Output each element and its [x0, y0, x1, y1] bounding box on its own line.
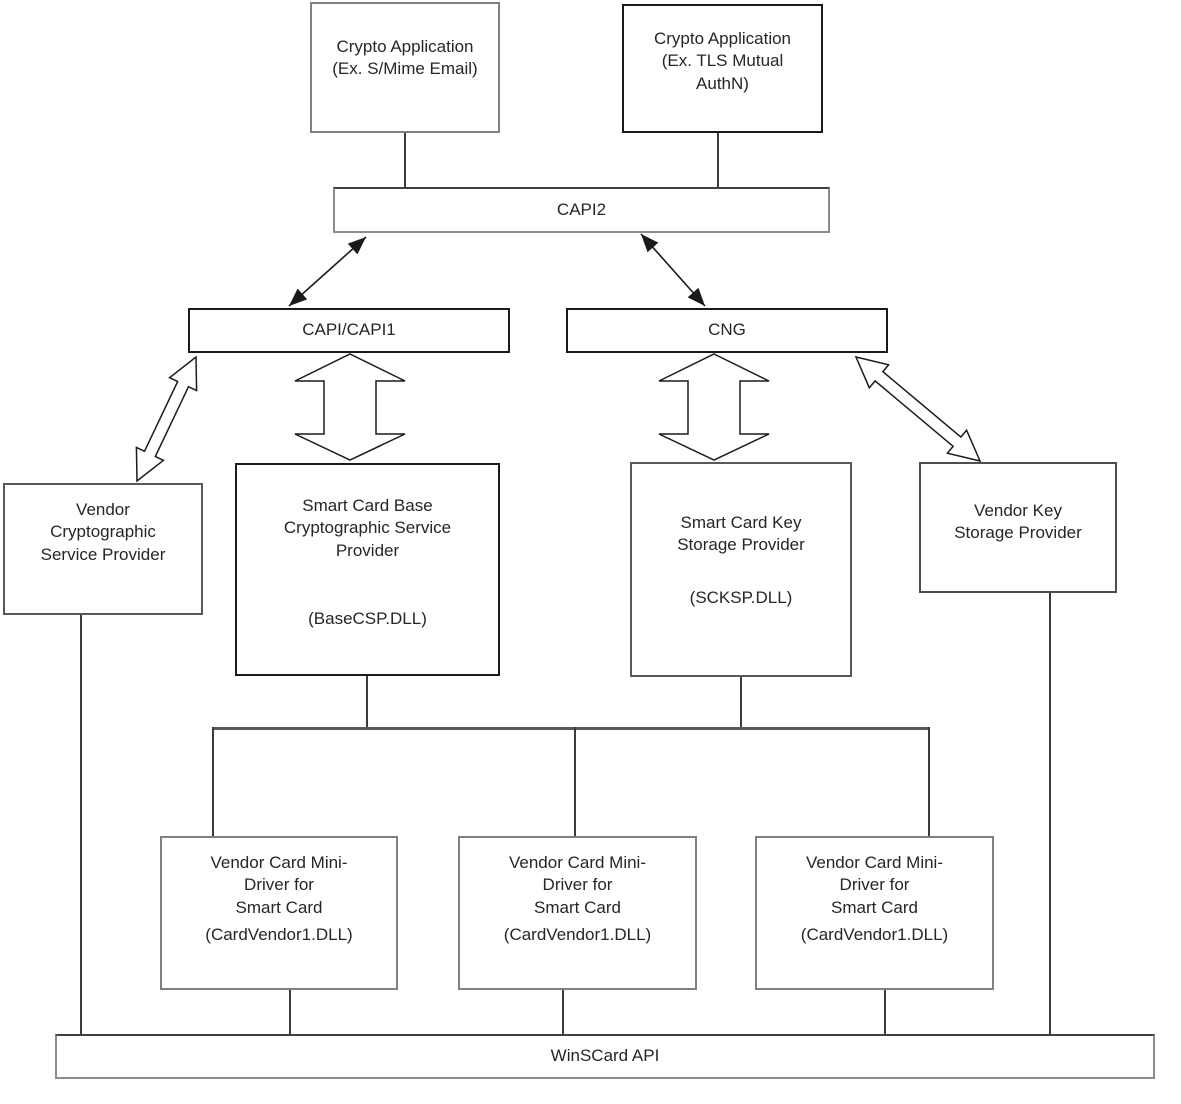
node-label: Provider [335, 540, 400, 560]
node-label: AuthN) [696, 73, 749, 93]
node-dll-label: (CardVendor1.DLL) [800, 925, 949, 945]
block-arrow-capi1-basecsp [295, 354, 405, 460]
node-label: Driver for [839, 875, 910, 895]
node-label: Crypto Application [336, 37, 474, 56]
node-label: Vendor Key [974, 501, 1062, 520]
node-label: Driver for [244, 875, 314, 895]
node-label: Smart Card [534, 897, 621, 917]
node-mini-driver-3 [755, 836, 994, 990]
node-vendor-ksp [919, 462, 1117, 593]
node-label: Vendor Card Mini- [210, 853, 348, 872]
node-label: Cryptographic Service [283, 518, 452, 538]
node-scksp [630, 462, 852, 677]
node-label: WinSCard API [550, 1046, 660, 1066]
node-winscard-api [55, 1034, 1155, 1079]
node-label: Smart Card Key [680, 513, 802, 532]
node-dll-label: (CardVendor1.DLL) [205, 925, 353, 945]
outline-arrow-capi1-vendor-csp [136, 357, 196, 481]
node-mini-driver-1 [160, 836, 398, 990]
node-capi2 [333, 187, 830, 233]
outline-arrow-cng-vendor-ksp [856, 357, 980, 461]
node-label: Vendor Card Mini- [508, 853, 646, 872]
node-label: Crypto Application [653, 29, 792, 48]
node-vendor-csp [3, 483, 203, 615]
node-label: Storage Provider [677, 535, 805, 555]
arrow-capi2-capi1 [289, 237, 366, 306]
node-dll-label: (BaseCSP.DLL) [308, 609, 427, 629]
node-crypto-app-tls [622, 4, 823, 133]
node-label: (Ex. TLS Mutual [661, 51, 784, 71]
node-dll-label: (CardVendor1.DLL) [503, 925, 652, 945]
block-arrow-cng-scksp [659, 354, 769, 460]
node-crypto-app-smime [310, 2, 500, 133]
node-label: CNG [708, 320, 746, 340]
node-dll-label: (SCKSP.DLL) [689, 587, 793, 607]
node-mini-driver-2 [458, 836, 697, 990]
node-label: Service Provider [40, 544, 166, 564]
node-capi-capi1 [188, 308, 510, 353]
node-base-csp [235, 463, 500, 676]
node-label: Cryptographic [50, 522, 156, 542]
node-label: Vendor Card Mini- [805, 853, 943, 872]
arrow-capi2-cng [641, 234, 705, 306]
node-cng [566, 308, 888, 353]
node-label: Driver for [542, 875, 613, 895]
node-label: Storage Provider [954, 523, 1082, 543]
node-label: Smart Card [235, 897, 323, 917]
node-label: CAPI/CAPI1 [302, 320, 396, 340]
node-label: Smart Card Base [302, 496, 433, 515]
node-label: CAPI2 [556, 199, 607, 219]
node-label: (Ex. S/Mime Email) [332, 59, 478, 79]
node-label: Smart Card [831, 897, 918, 917]
node-label: Vendor [76, 500, 130, 519]
